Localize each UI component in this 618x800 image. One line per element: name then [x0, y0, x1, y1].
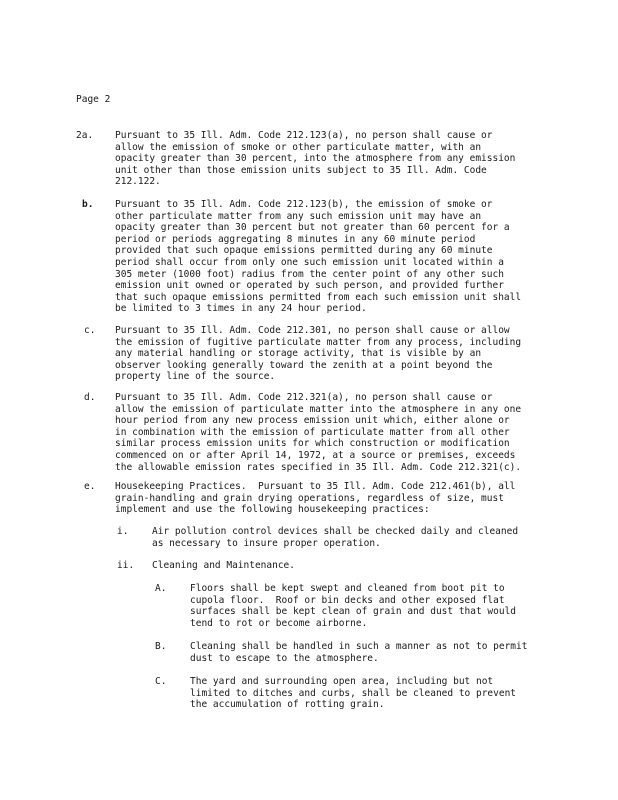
text-line: The yard and surrounding open area, including but not — [190, 676, 494, 687]
item-text — [115, 199, 521, 315]
text-line: allow the emission of particulate matter into the atmosphere in any one — [115, 403, 522, 415]
text-line: the allowable emission rates specified in 35 Ill. Adm. Code 212.321(c). — [115, 461, 522, 473]
item-number: e. — [84, 481, 96, 492]
text-line: other particulate matter from any such emission unit may have an — [115, 210, 482, 222]
text-line: provided that such opaque emissions permitted during any 60 minute — [115, 245, 493, 257]
text-line: period shall occur from only one such emission unit located within a — [115, 256, 504, 268]
text-line: unit other than those emission units subject to 35 Ill. Adm. Code — [115, 164, 487, 176]
text-line: surfaces shall be kept clean of grain and dust that would — [190, 606, 517, 618]
text-line: Housekeeping Practices. Pursuant to 35 Ill. Adm. Code 212.461(b), all — [115, 481, 516, 492]
item-text — [115, 130, 515, 188]
item-number: 2a. — [76, 130, 94, 141]
text-line: that such opaque emissions permitted from each such emission unit shall — [115, 291, 522, 303]
item-text — [152, 560, 295, 572]
text-line: grain-handling and grain drying operations, regardless of size, must — [115, 492, 504, 504]
text-line: implement and use the following housekeeping practices: — [115, 504, 430, 516]
item-text — [115, 481, 515, 516]
text-line: hour period from any new process emission unit which, either alone or — [115, 415, 510, 427]
text-line: 305 meter (1000 foot) radius from the center point of any other such — [115, 268, 504, 280]
text-line: the accumulation of rotting grain. — [190, 699, 385, 711]
text-line: Pursuant to 35 Ill. Adm. Code 212.123(b), the emission of smoke or — [115, 199, 493, 210]
text-line: 212.122. — [115, 176, 161, 188]
text-line: dust to escape to the atmosphere. — [190, 652, 379, 664]
item-number: A. — [155, 583, 167, 594]
text-line: any material handling or storage activity, that is visible by an — [115, 348, 482, 360]
text-line: opacity greater than 30 percent but not greater than 60 percent for a — [115, 222, 510, 234]
page-number-label: Page 2 — [76, 94, 111, 105]
text-line: period or periods aggregating 8 minutes in any 60 minute period — [115, 233, 476, 245]
text-line: Air pollution control devices shall be checked daily and cleaned — [152, 526, 519, 537]
text-line: emission unit owned or operated by such person, and provided further — [115, 280, 504, 292]
text-line: opacity greater than 30 percent, into the atmosphere from any emission — [115, 153, 516, 165]
text-line: Floors shall be kept swept and cleaned from boot pit to — [190, 583, 505, 594]
item-number: c. — [84, 325, 96, 336]
item-text — [115, 392, 521, 473]
item-number: C. — [155, 676, 167, 687]
text-line: Pursuant to 35 Ill. Adm. Code 212.321(a), no person shall cause or — [115, 392, 493, 403]
item-text — [190, 641, 527, 664]
item-number: ii. — [117, 560, 135, 571]
text-line: Cleaning and Maintenance. — [152, 560, 295, 571]
text-line: the emission of fugitive particulate matter from any process, including — [115, 336, 522, 348]
text-line: property line of the source. — [115, 371, 276, 383]
item-text — [190, 583, 516, 629]
text-line: be limited to 3 times in any 24 hour period. — [115, 303, 367, 315]
text-line: in combination with the emission of particulate matter from all other — [115, 426, 510, 438]
item-text — [152, 526, 518, 549]
item-number: d. — [84, 392, 96, 403]
item-number: i. — [117, 526, 129, 537]
text-line: allow the emission of smoke or other particulate matter, with an — [115, 141, 482, 153]
text-line: limited to ditches and curbs, shall be cleaned to prevent — [190, 687, 517, 699]
item-number: b. — [82, 199, 94, 210]
text-line: as necessary to insure proper operation. — [152, 537, 381, 549]
text-line: tend to rot or become airborne. — [190, 617, 368, 629]
text-line: commenced on or after April 14, 1972, at a source or premises, exceeds — [115, 449, 516, 461]
text-line: similar process emission units for which construction or modification — [115, 438, 510, 450]
text-line: cupola floor. Roof or bin decks and other exposed flat — [190, 594, 505, 606]
text-line: Pursuant to 35 Ill. Adm. Code 212.123(a), no person shall cause or — [115, 130, 493, 141]
text-line: Pursuant to 35 Ill. Adm. Code 212.301, no person shall cause or allow — [115, 325, 510, 336]
item-text — [115, 325, 521, 383]
item-text — [190, 676, 516, 711]
item-number: B. — [155, 641, 167, 652]
text-line: observer looking generally toward the zenith at a point beyond the — [115, 359, 493, 371]
text-line: Cleaning shall be handled in such a manner as not to permit — [190, 641, 528, 652]
